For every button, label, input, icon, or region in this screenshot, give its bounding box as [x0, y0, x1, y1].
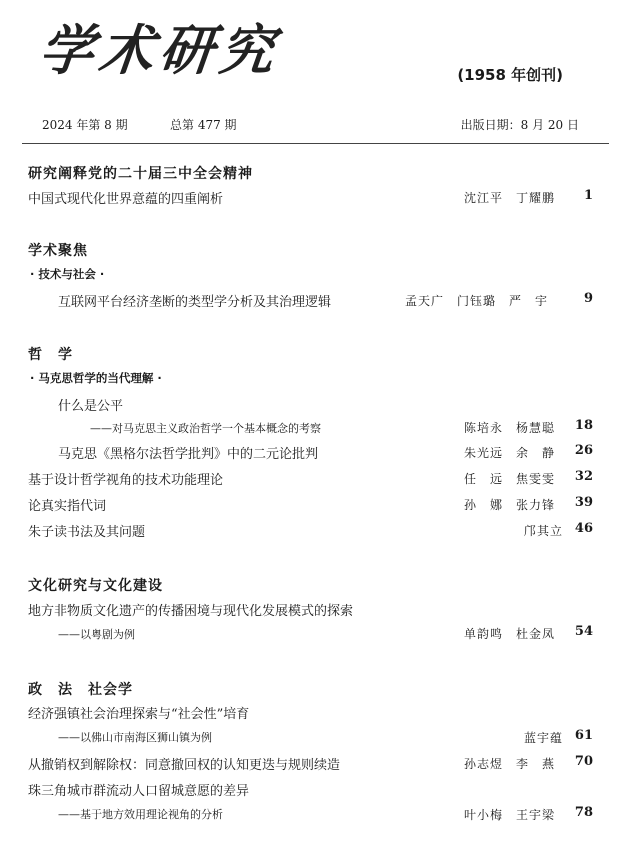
- article-title[interactable]: 基于设计哲学视角的技术功能理论: [28, 473, 224, 488]
- article-title[interactable]: 马克思《黑格尔法哲学批判》中的二元论批判: [58, 447, 319, 462]
- article-title[interactable]: 朱子读书法及其问题: [28, 525, 146, 540]
- total-issue-number: 总第 477 期: [170, 118, 237, 132]
- article-title[interactable]: 地方非物质文化遗产的传播困境与现代化发展模式的探索: [28, 604, 354, 619]
- article-authors: 蓝宇蕴: [524, 731, 564, 745]
- article-page: 9: [583, 291, 593, 306]
- article-page: 18: [574, 418, 593, 433]
- article-page: 61: [574, 728, 593, 743]
- section-heading: 哲 学: [28, 347, 73, 363]
- article-page: 54: [574, 624, 593, 639]
- article-title[interactable]: 从撤销权到解除权：同意撤回权的认知更迭与规则续造: [28, 758, 341, 773]
- article-title[interactable]: 珠三角城市群流动人口留城意愿的差异: [28, 784, 250, 799]
- article-title[interactable]: 论真实指代词: [28, 499, 107, 514]
- article-authors: 任 远 焦雯雯: [464, 472, 556, 486]
- section-subheading: · 马克思哲学的当代理解 ·: [30, 371, 162, 385]
- article-page: 46: [574, 521, 593, 536]
- issue-number: 2024 年第 8 期: [42, 118, 128, 132]
- article-authors: 孙 娜 张力锋: [464, 498, 556, 512]
- article-page: 26: [574, 443, 593, 458]
- article-subtitle: ——以佛山市南海区狮山镇为例: [58, 731, 212, 744]
- founded-year: (1958 年创刊): [457, 66, 563, 84]
- journal-masthead: 学术研究: [36, 18, 283, 82]
- publish-date: 出版日期：8 月 20 日: [460, 118, 579, 132]
- section-heading: 政 法 社会学: [28, 682, 133, 698]
- article-page: 78: [574, 805, 593, 820]
- article-subtitle: ——以粤剧为例: [58, 628, 135, 641]
- article-title[interactable]: 互联网平台经济垄断的类型学分析及其治理逻辑: [58, 295, 332, 310]
- article-authors: 孙志煜 李 燕: [464, 757, 556, 771]
- section-heading: 学术聚焦: [28, 243, 88, 259]
- article-authors: 叶小梅 王宇梁: [464, 808, 556, 822]
- article-authors: 沈江平 丁耀鹏: [464, 191, 556, 205]
- article-subtitle: ——基于地方效用理论视角的分析: [58, 808, 223, 821]
- article-title[interactable]: 经济强镇社会治理探索与“社会性”培育: [28, 707, 250, 722]
- article-page: 70: [574, 754, 593, 769]
- article-authors: 邝其立: [524, 524, 564, 538]
- article-authors: 陈培永 杨慧聪: [464, 421, 556, 435]
- section-heading: 研究阐释党的二十届三中全会精神: [28, 166, 253, 182]
- article-page: 39: [574, 495, 593, 510]
- article-subtitle: ——对马克思主义政治哲学一个基本概念的考察: [90, 422, 321, 435]
- header-divider: [22, 143, 609, 144]
- article-authors: 朱光远 余 静: [464, 446, 556, 460]
- article-authors: 单韵鸣 杜金凤: [464, 627, 556, 641]
- section-heading: 文化研究与文化建设: [28, 578, 163, 594]
- article-title[interactable]: 中国式现代化世界意蕴的四重阐析: [28, 192, 224, 207]
- article-title[interactable]: 什么是公平: [58, 399, 124, 414]
- section-subheading: · 技术与社会 ·: [30, 267, 105, 281]
- article-page: 1: [583, 188, 593, 203]
- article-page: 32: [574, 469, 593, 484]
- article-authors: 孟天广 门钰璐 严 宇: [405, 294, 549, 308]
